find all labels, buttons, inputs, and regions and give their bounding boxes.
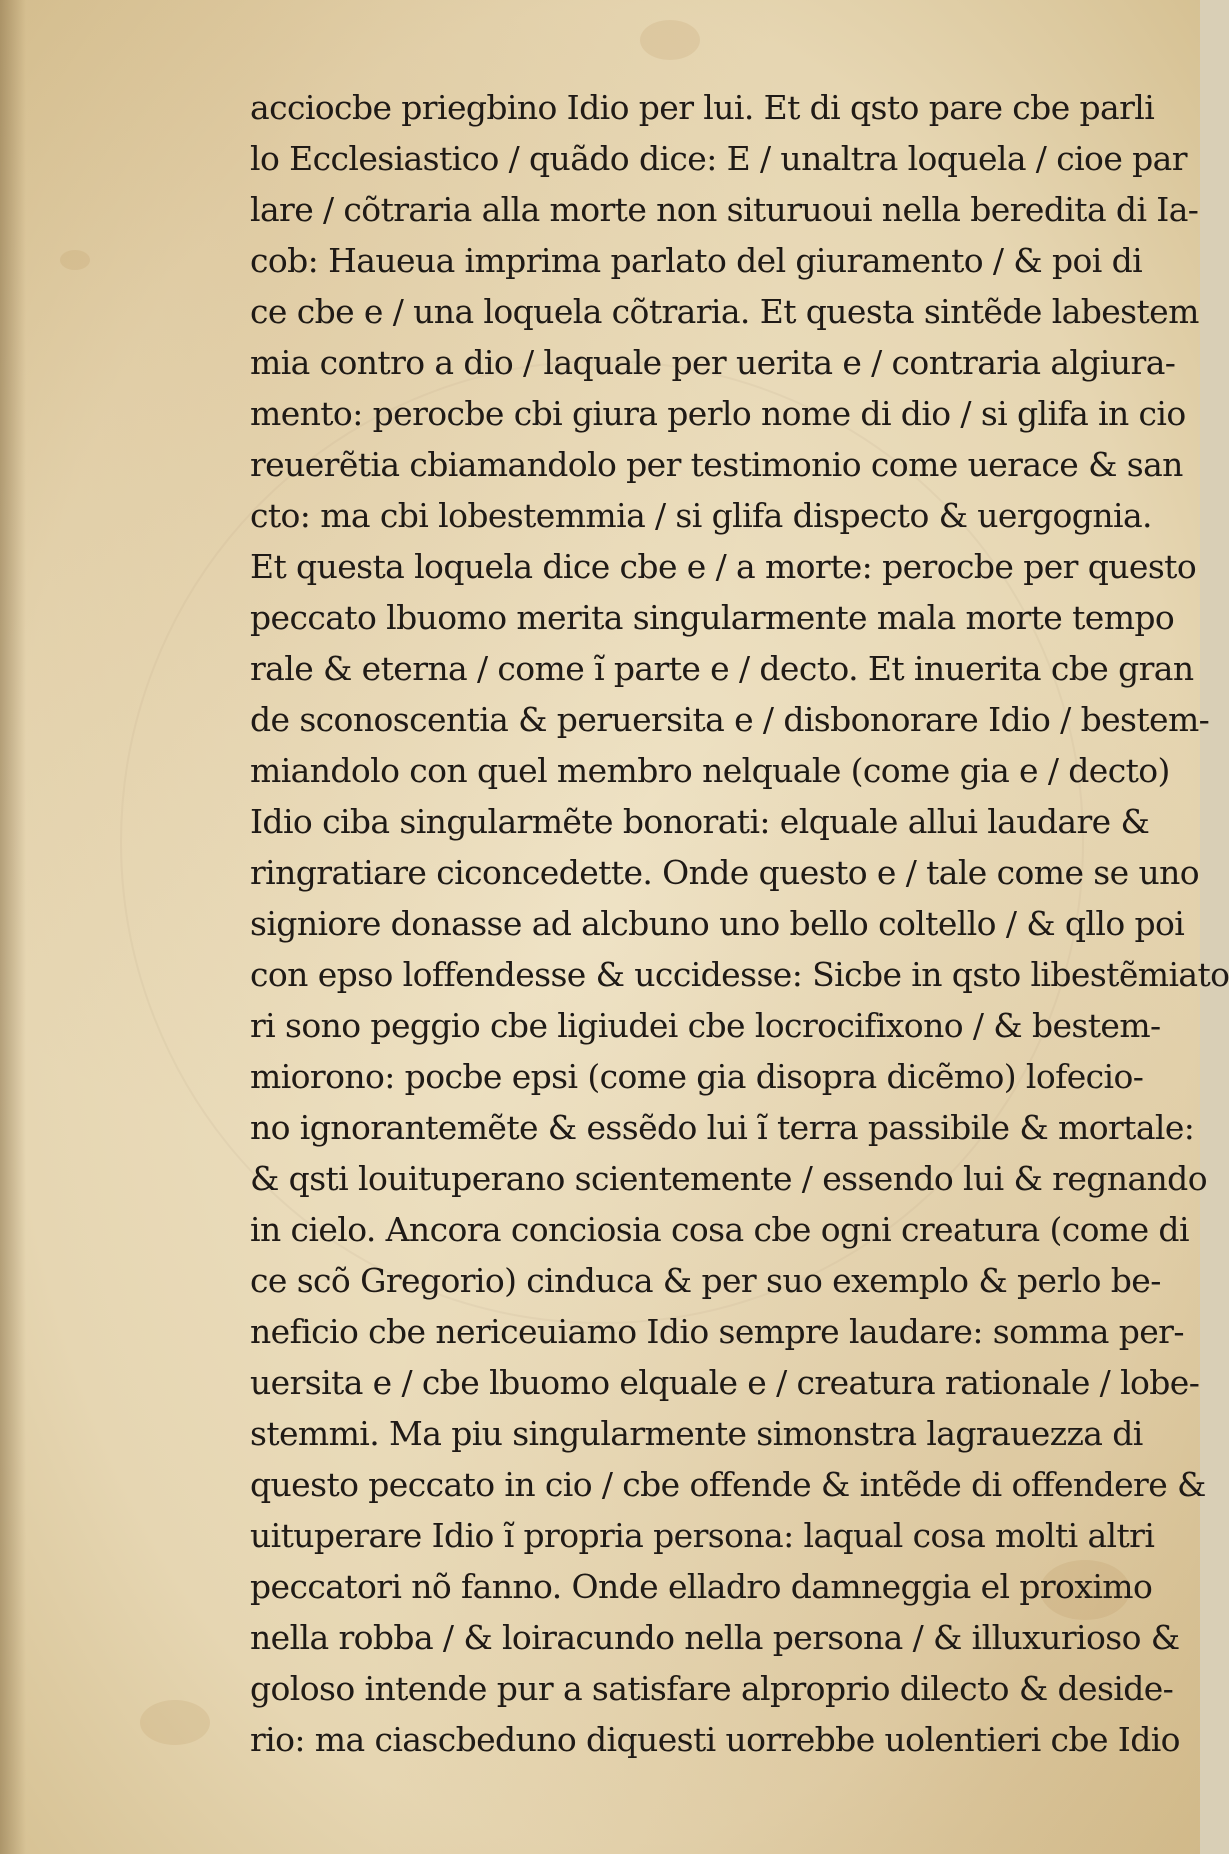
text-line: peccatori nõ fanno. Onde elladro damneggia el proximo — [250, 1567, 1153, 1606]
text-line: questo peccato in cio / cbe offende & intẽde di offendere & — [250, 1465, 1206, 1504]
text-line: rale & eterna / come ĩ parte e / decto. Et inuerita cbe gran — [250, 649, 1194, 688]
text-line: & qsti louituperano scientemente / essendo lui & regnando — [250, 1159, 1207, 1198]
text-line: in cielo. Ancora conciosia cosa cbe ogni creatura (come di — [250, 1210, 1189, 1249]
text-line: goloso intende pur a satisfare alproprio dilecto & deside- — [250, 1669, 1174, 1708]
text-line: cto: ma cbi lobestemmia / si glifa dispecto & uergognia. — [250, 496, 1152, 535]
text-line: ce scõ Gregorio) cinduca & per suo exemplo & perlo be- — [250, 1261, 1161, 1300]
paper-stain — [640, 20, 700, 60]
text-line: Et questa loquela dice cbe e / a morte: perocbe per questo — [250, 547, 1197, 586]
text-line: rio: ma ciascbeduno diquesti uorrebbe uolentieri cbe Idio — [250, 1720, 1180, 1759]
text-line: ri sono peggio cbe ligiudei cbe locrocifixono / & bestem- — [250, 1006, 1161, 1045]
paper-stain — [140, 1700, 210, 1745]
printed-text-block — [250, 82, 1229, 1765]
text-line: uersita e / cbe lbuomo elquale e / creatura rationale / lobe- — [250, 1363, 1200, 1402]
text-line: ce cbe e / una loquela cõtraria. Et questa sintẽde labestem — [250, 292, 1199, 331]
paper-stain — [60, 250, 90, 270]
text-line: nella robba / & loiracundo nella persona / & illuxurioso & — [250, 1618, 1180, 1657]
text-line: miandolo con quel membro nelquale (come gia e / decto) — [250, 751, 1170, 790]
text-line: acciocbe priegbino Idio per lui. Et di qsto pare cbe parli — [250, 88, 1155, 127]
text-line: Idio ciba singularmẽte bonorati: elquale allui laudare & — [250, 802, 1150, 841]
text-line: uituperare Idio ĩ propria persona: laqual cosa molti altri — [250, 1516, 1155, 1555]
text-line: neficio cbe nericeuiamo Idio sempre laudare: somma per- — [250, 1312, 1184, 1351]
text-line: mento: perocbe cbi giura perlo nome di dio / si glifa in cio — [250, 394, 1186, 433]
text-line: con epso loffendesse & uccidesse: Sicbe in qsto libestẽmiato — [250, 955, 1229, 994]
text-line: signiore donasse ad alcbuno uno bello coltello / & qllo poi — [250, 904, 1185, 943]
text-line: peccato lbuomo merita singularmente mala morte tempo — [250, 598, 1175, 637]
text-line: de sconoscentia & peruersita e / disbonorare Idio / bestem- — [250, 700, 1210, 739]
text-line: mia contro a dio / laquale per uerita e / contraria algiura- — [250, 343, 1176, 382]
text-line: no ignorantemẽte & essẽdo lui ĩ terra passibile & mortale: — [250, 1108, 1195, 1147]
text-line: miorono: pocbe epsi (come gia disopra dicẽmo) lofecio- — [250, 1057, 1144, 1096]
text-line: reuerẽtia cbiamandolo per testimonio come uerace & san — [250, 445, 1183, 484]
text-line: lare / cõtraria alla morte non situruoui nella beredita di Ia- — [250, 190, 1199, 229]
text-line: cob: Haueua imprima parlato del giuramento / & poi di — [250, 241, 1143, 280]
text-line: lo Ecclesiastico / quãdo dice: E / unaltra loquela / cioe par — [250, 139, 1187, 178]
text-line: ringratiare ciconcedette. Onde questo e / tale come se uno — [250, 853, 1200, 892]
text-line: stemmi. Ma piu singularmente simonstra lagrauezza di — [250, 1414, 1143, 1453]
